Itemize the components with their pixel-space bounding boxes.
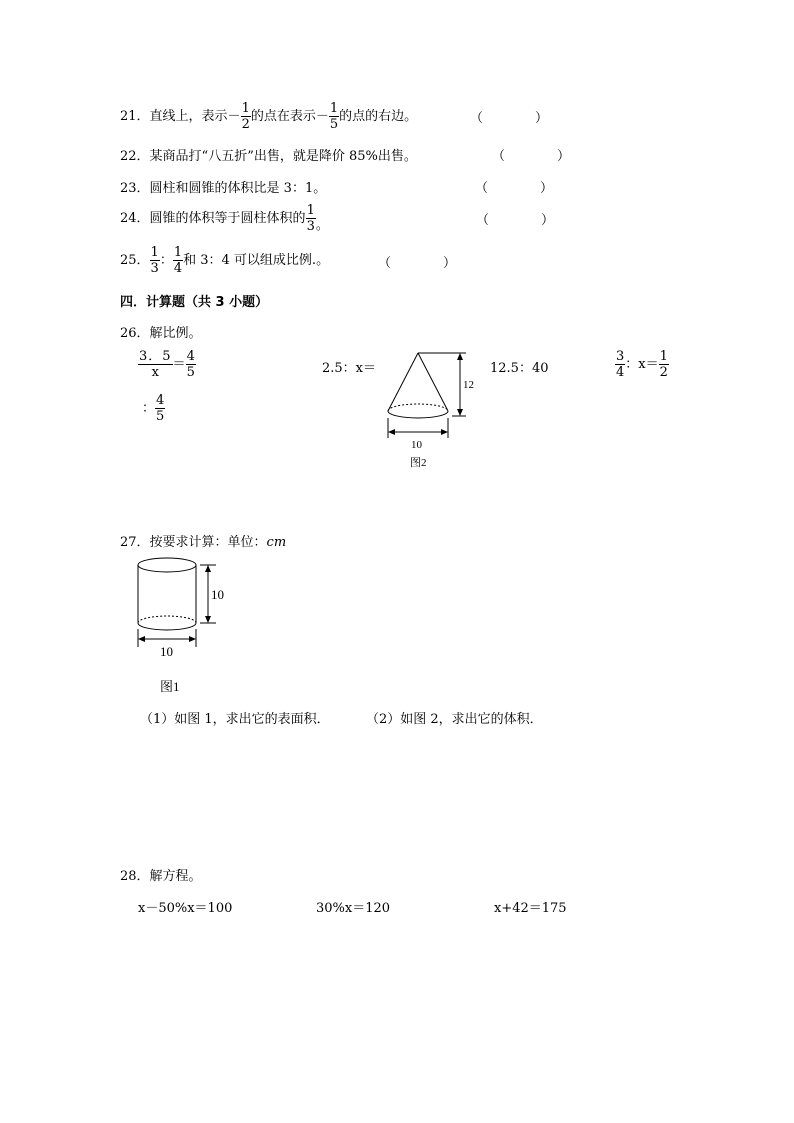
fraction: $\frac{1}{3}$ [306,203,315,234]
question-text: 某商品打“八五折”出售，就是降价 85%出售。 [149,149,417,164]
cone-figure [380,346,480,476]
question-22 [120,145,417,164]
fraction: $\frac{3}{4}$ [616,349,625,380]
equation: x+42＝175 [494,901,567,916]
fraction: $\frac{1}{5}$ [329,101,339,132]
question-number: 21． [120,109,150,124]
sub-question-1: （1）如图 1，求出它的表面积． [140,712,330,727]
question-23 [120,177,326,196]
cylinder-height-label: 10 [211,587,224,602]
question-21 [120,102,417,131]
question-25: 25． $\frac{1}{3}$ ： $\frac{1}{4}$ 和 3：4 可以组成比例.。 [120,245,330,276]
unit: cm [266,535,287,550]
cone-height-label: 12 [463,379,474,391]
equation-4: $\frac{3}{4}$ ：x＝ $\frac{1}{2}$ [616,349,668,380]
section-heading: 四．计算题（共 3 小题） [120,295,269,310]
question-text: 圆柱和圆锥的体积比是 3：1。 [149,181,327,196]
answer-blank: （ ） [470,111,549,126]
equation: x－50%x＝100 [138,901,233,916]
fraction: $\frac{1}{4}$ [173,245,183,276]
answer-blank: （ ） [492,149,571,164]
question-28-title: 28．解方程。 [120,869,202,884]
fraction: $\frac{4}{5}$ [186,349,195,380]
question-26-title: 26．解比例。 [120,326,202,341]
fraction: $\frac{1}{2}$ [241,101,250,132]
figure-caption: 图1 [160,679,180,694]
equation-1-continued: ： $\frac{4}{5}$ [142,393,165,424]
question-text: 圆锥的体积等于圆柱体积的 [149,211,306,226]
equation-3: 12.5：40 [490,361,549,376]
question-text: 的点的右边。 [339,109,418,124]
question-text: 和 3：4 可以组成比例.。 [183,253,330,268]
fraction: $\frac{4}{5}$ [156,393,165,424]
cylinder-figure [130,555,240,700]
question-text: 的点在表示－ [250,109,329,124]
question-number: 22． [120,149,150,164]
cylinder-diameter-label: 10 [160,644,173,659]
question-27-title: 27．按要求计算：单位：cm [120,535,287,550]
answer-blank: （ ） [476,213,555,228]
fraction: $\frac{3.5}{x}$ [139,349,172,380]
cone-diameter-label: 10 [411,439,422,451]
fraction: $\frac{1}{2}$ [659,349,668,380]
equation-2: 2.5：x＝ [322,361,377,376]
equation-1: $\frac{3.5}{x}$ ＝ $\frac{4}{5}$ [139,349,195,380]
fraction: $\frac{1}{3}$ [150,245,159,276]
question-text: 直线上，表示－ [149,109,241,124]
figure-caption: 图2 [410,457,427,469]
answer-blank: （ ） [378,256,457,271]
equation: 30%x＝120 [316,901,391,916]
question-number: 25． [120,253,150,268]
answer-blank: （ ） [475,181,554,196]
sub-question-2: （2）如图 2，求出它的体积． [366,712,543,727]
question-number: 23． [120,181,150,196]
question-number: 24． [120,211,150,226]
question-24: 24．圆锥的体积等于圆柱体积的 $\frac{1}{3}$ 。 [120,203,329,234]
